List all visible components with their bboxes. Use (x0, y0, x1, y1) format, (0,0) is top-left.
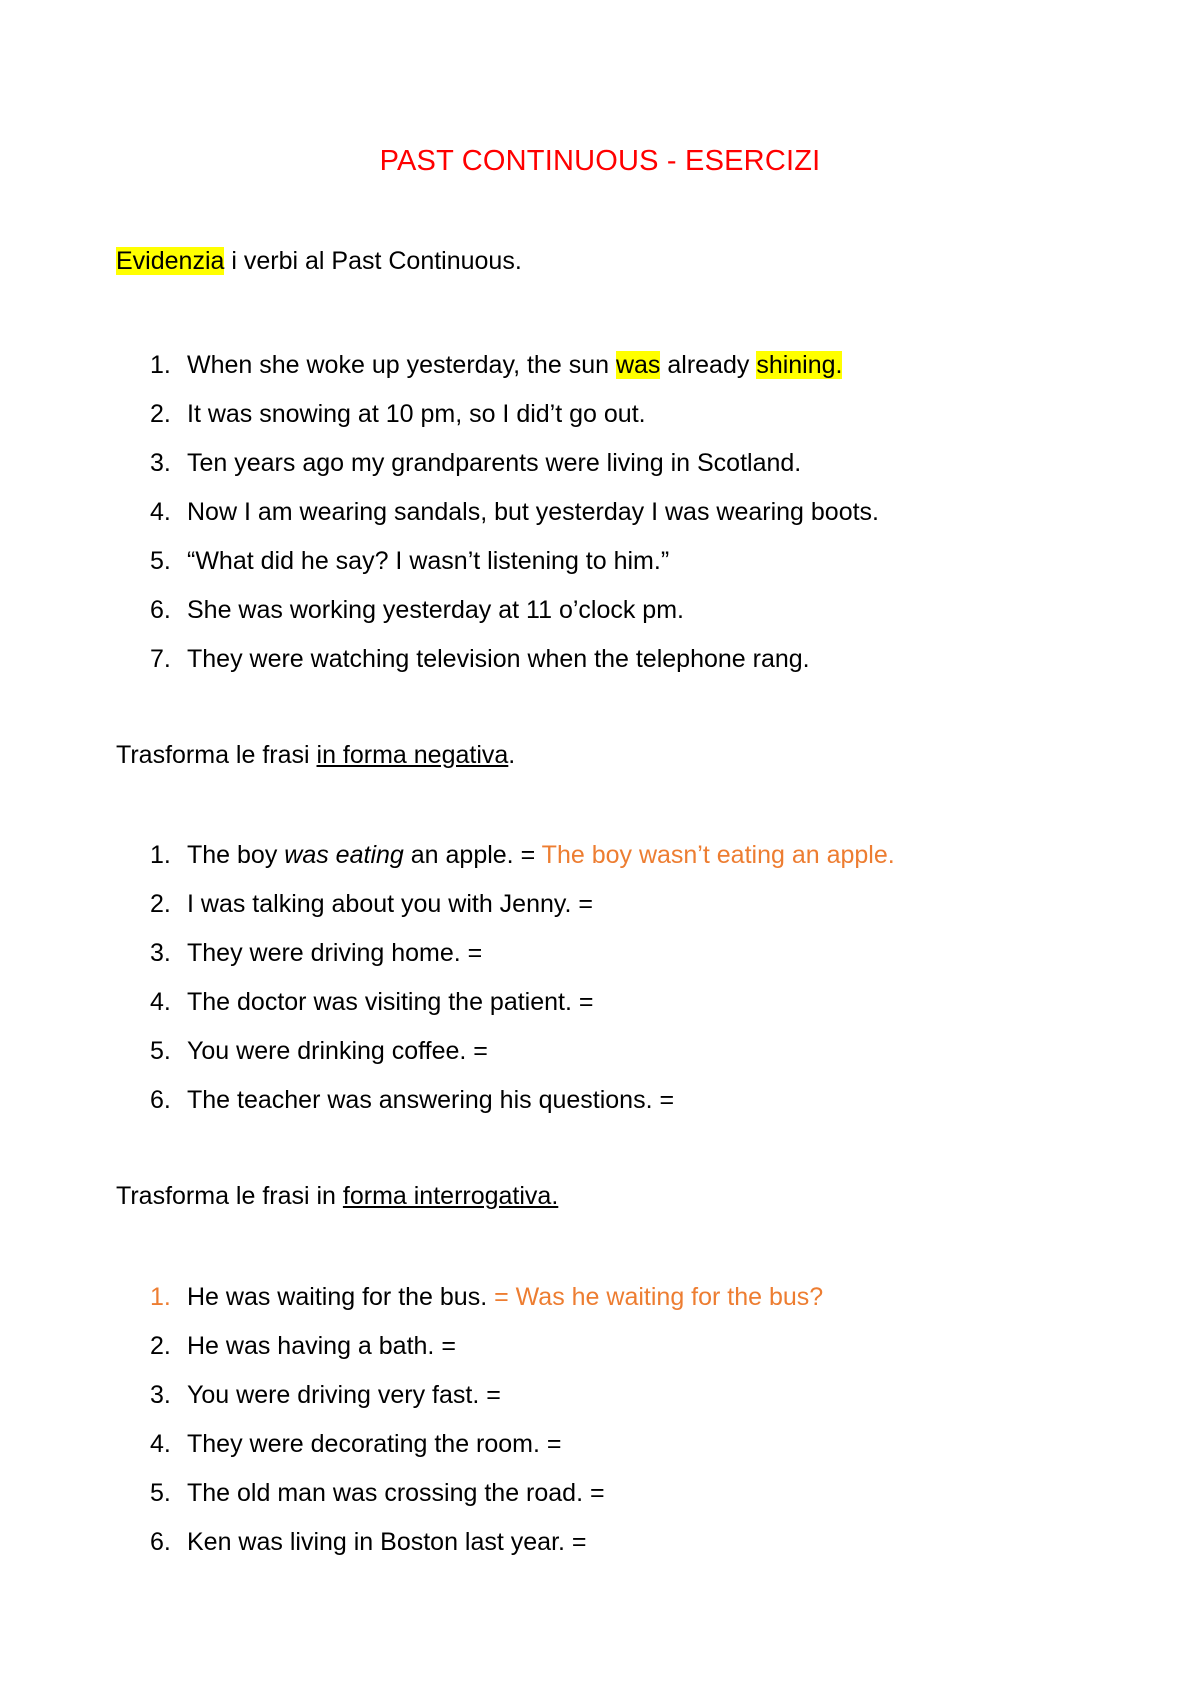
item-number: 4. (150, 1430, 171, 1458)
item-text: She was working yesterday at 11 o’clock pm. (187, 596, 684, 624)
instruction-text: Trasforma le frasi (116, 741, 317, 769)
list-item (150, 840, 895, 889)
instruction-text: . (508, 741, 516, 769)
list-item (150, 1527, 823, 1576)
item-number: 6. (150, 1528, 171, 1556)
underlined-text: forma interrogativa. (342, 1182, 559, 1210)
list-item (150, 399, 879, 448)
item-text: The old man was crossing the road. = (187, 1479, 605, 1507)
list-item (150, 546, 879, 595)
item-number: 5. (150, 547, 171, 575)
list-item (150, 1429, 823, 1478)
sentence-part: an apple. = (403, 841, 542, 869)
item-text: I was talking about you with Jenny. = (187, 890, 594, 918)
instruction-text: i verbi al Past Continuous. (224, 247, 522, 275)
sentence-part: The boy (187, 841, 285, 869)
item-number: 1. (150, 841, 171, 869)
highlighted-verb: was (615, 351, 661, 379)
underlined-text: in forma negativa (316, 741, 509, 769)
item-text: They were watching television when the telephone rang. (187, 645, 810, 673)
italic-verb: was eating (284, 841, 404, 869)
item-text (187, 840, 895, 889)
item-text: The doctor was visiting the patient. = (187, 988, 594, 1016)
section1-instruction (116, 247, 522, 276)
list-item (150, 1282, 823, 1331)
sentence-part: He was waiting for the bus. (187, 1283, 495, 1311)
sentence-part: already (660, 351, 757, 379)
section3-list (150, 1282, 823, 1576)
section1-list (150, 350, 879, 693)
item-number: 3. (150, 449, 171, 477)
list-item (150, 938, 895, 987)
list-item (150, 595, 879, 644)
page-title: PAST CONTINUOUS - ESERCIZI (379, 145, 821, 177)
section2-list (150, 840, 895, 1134)
item-number: 4. (150, 988, 171, 1016)
list-item (150, 1085, 895, 1134)
item-text: They were decorating the room. = (187, 1430, 562, 1458)
list-item (150, 987, 895, 1036)
list-item (150, 1036, 895, 1085)
item-text: You were drinking coffee. = (187, 1037, 488, 1065)
list-item (150, 889, 895, 938)
item-number: 7. (150, 645, 171, 673)
item-number: 2. (150, 400, 171, 428)
item-number: 5. (150, 1037, 171, 1065)
example-answer: = Was he waiting for the bus? (494, 1283, 824, 1311)
list-item (150, 497, 879, 546)
item-number: 2. (150, 1332, 171, 1360)
item-text: The teacher was answering his questions. = (187, 1086, 675, 1114)
section2-instruction (116, 741, 515, 770)
item-text: He was having a bath. = (187, 1332, 456, 1360)
item-number: 5. (150, 1479, 171, 1507)
item-number: 6. (150, 596, 171, 624)
highlighted-word: Evidenzia (116, 247, 225, 275)
list-item (150, 644, 879, 693)
item-text: Now I am wearing sandals, but yesterday I was wearing boots. (187, 498, 880, 526)
list-item (150, 448, 879, 497)
list-item (150, 1380, 823, 1429)
item-text: Ken was living in Boston last year. = (187, 1528, 587, 1556)
instruction-text: Trasforma le frasi in (116, 1182, 343, 1210)
item-text: They were driving home. = (187, 939, 483, 967)
item-number: 1. (150, 1283, 171, 1311)
list-item (150, 350, 879, 399)
list-item (150, 1478, 823, 1527)
item-number: 3. (150, 939, 171, 967)
item-text: It was snowing at 10 pm, so I did’t go out. (187, 400, 646, 428)
item-number: 3. (150, 1381, 171, 1409)
item-text: Ten years ago my grandparents were living in Scotland. (187, 449, 802, 477)
example-answer: The boy wasn’t eating an apple. (541, 841, 895, 869)
item-number: 2. (150, 890, 171, 918)
section3-instruction (116, 1182, 558, 1211)
highlighted-verb: shining. (756, 351, 843, 379)
item-number: 1. (150, 351, 171, 379)
item-text (187, 1282, 823, 1331)
item-text: “What did he say? I wasn’t listening to him.” (187, 547, 670, 575)
list-item (150, 1331, 823, 1380)
item-text: You were driving very fast. = (187, 1381, 501, 1409)
sentence-part: When she woke up yesterday, the sun (187, 351, 616, 379)
item-number: 4. (150, 498, 171, 526)
item-text (187, 350, 842, 399)
item-number: 6. (150, 1086, 171, 1114)
